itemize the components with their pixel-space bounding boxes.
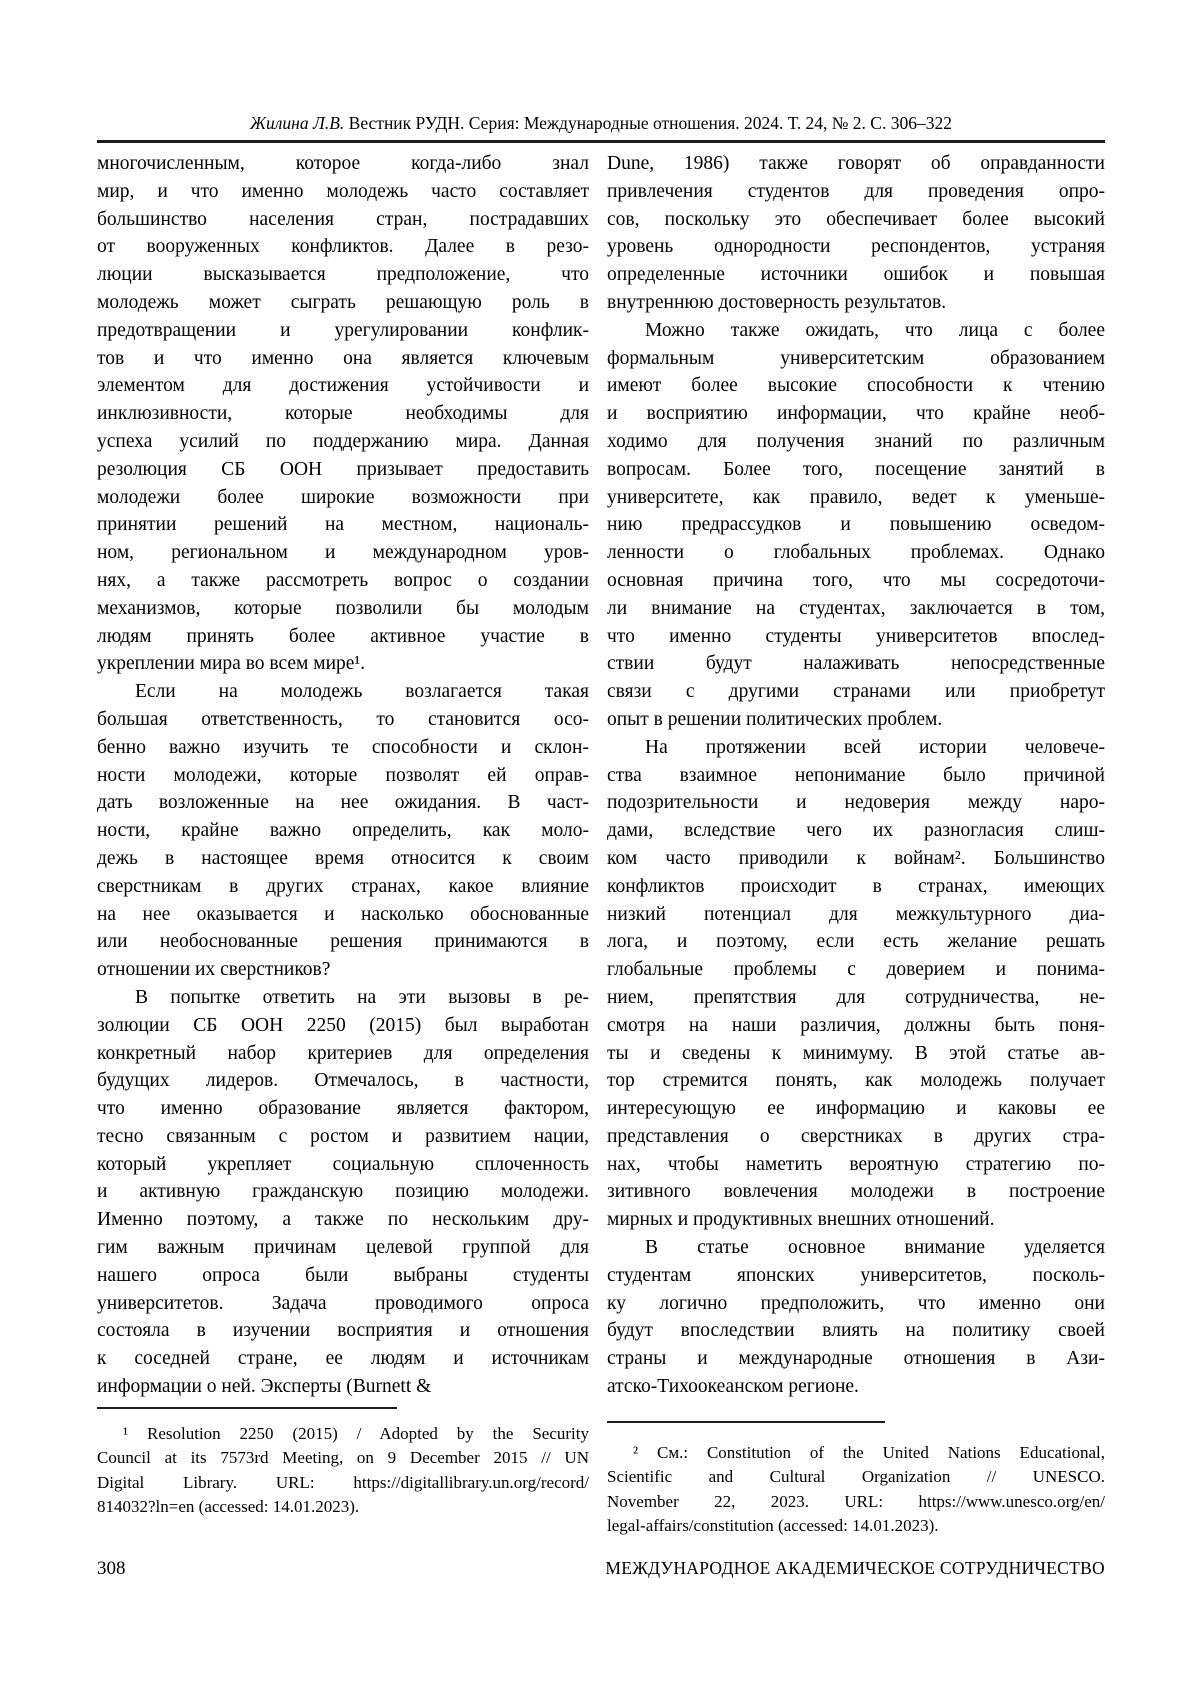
text-line: и активную гражданскую позицию молодежи. [97,1181,589,1203]
text-line: и восприятию информации, что крайне необ- [607,403,1105,425]
text-line: укреплении мира во всем мире¹. [97,653,366,675]
text-line: дами, вследствие чего их разногласия слиш- [607,820,1105,842]
text-line: Именно поэтому, а также по нескольким дру- [97,1209,589,1231]
text-line: механизмов, которые позволили бы молодым [97,597,589,619]
page-number: 308 [97,1558,126,1579]
text-line: гим важным причинам целевой группой для [97,1237,589,1259]
footnote-line: 814032?ln=en (accessed: 14.01.2023). [97,1497,360,1517]
text-line: В статье основное внимание уделяется [645,1237,1105,1259]
footnote-line: November 22, 2023. URL: https://www.unesco.org/en/ [607,1491,1105,1511]
text-line: отношении их сверстников? [97,959,331,981]
text-line: или необоснованные решения принимаются в [97,931,589,953]
text-line: что именно образование является фактором, [97,1098,589,1120]
text-line: многочисленным, которое когда-либо знал [97,153,589,174]
text-line: что именно студенты университетов впослед- [607,625,1105,647]
paragraph [97,150,589,678]
footnote-separator [607,1421,885,1423]
text-line: который укрепляет социальную сплоченность [97,1153,589,1175]
text-line: Если на молодежь возлагается такая [135,681,589,703]
text-line: большинство населения стран, пострадавших [97,208,589,230]
header-author: Жилина Л.В. [250,113,345,133]
text-line: элементом для достижения устойчивости и [97,375,589,397]
text-line: уровень однородности респондентов, устраняя [607,236,1105,258]
text-line: принятии решений на местном, националь- [97,514,589,536]
text-line: резолюция СБ ООН призывает предоставить [97,458,589,480]
text-line: зитивного вовлечения молодежи в построение [607,1181,1105,1203]
text-line: В попытке ответить на эти вызовы в ре- [135,986,589,1008]
text-line: ства взаимное непонимание было причиной [607,764,1105,786]
text-line: дать возложенные на нее ожидания. В част- [97,792,589,814]
text-line: ли внимание на студентах, заключается в том, [607,597,1105,619]
footnote-block [607,1421,1105,1539]
text-line: Dune, 1986) также говорят об оправданности [607,153,1105,174]
text-line: успеха усилий по поддержанию мира. Данная [97,430,589,452]
footnote-block [97,1407,589,1520]
article-body [97,150,1105,1539]
text-line: представления о сверстниках в других стра- [607,1125,1105,1147]
text-line: нашего опроса были выбраны студенты [97,1264,589,1286]
text-line: определенные источники ошибок и повышая [607,264,1105,286]
text-line: люции высказывается предположение, что [97,264,589,286]
running-footer [97,1558,1105,1580]
text-line: тесно связанным с ростом и развитием нации, [97,1125,589,1147]
text-line: внутреннюю достоверность результатов. [607,291,947,313]
text-line: страны и международные отношения в Ази- [607,1348,1105,1370]
text-line: мирных и продуктивных внешних отношений. [607,1209,995,1231]
text-line: мир, и что именно молодежь часто составляет [97,180,589,202]
text-line: интересующую ее информацию и каковы ее [607,1098,1105,1120]
text-line: предотвращении и урегулировании конфлик- [97,319,589,341]
text-line: Можно также ожидать, что лица с более [645,319,1105,341]
text-line: основная причина того, что мы сосредоточи- [607,569,1105,591]
text-line: молодежь может сыграть решающую роль в [97,291,589,313]
text-line: глобальные проблемы с доверием и понима- [607,959,1105,981]
running-header [97,112,1105,134]
text-line: людям принять более активное участие в [97,625,589,647]
text-line: ходимо для получения знаний по различным [607,430,1105,452]
text-line: ку логично предположить, что именно они [607,1292,1105,1314]
paragraph [607,317,1105,734]
text-line: информации о ней. Эксперты (Burnett & [97,1376,432,1398]
text-line: нием, препятствия для сотрудничества, не- [607,986,1105,1008]
text-line: формальным университетским образованием [607,347,1105,369]
text-line: На протяжении всей истории человече- [645,736,1105,758]
text-line: тор стремится понять, как молодежь получает [607,1070,1105,1092]
text-line: большая ответственность, то становится осо- [97,708,589,730]
text-line: атско-Тихоокеанском регионе. [607,1376,859,1398]
text-line: ности молодежи, которые позволят ей оправ- [97,764,589,786]
text-line: опыт в решении политических проблем. [607,708,943,730]
header-citation: Вестник РУДН. Серия: Международные отношения. 2024. Т. 24, № 2. С. 306–322 [344,113,952,133]
footnote-line: ² См.: Constitution of the United Nations Educational, [633,1442,1105,1462]
text-line: на нее оказывается и насколько обоснованные [97,903,589,925]
paragraph [97,678,589,984]
right-column [607,150,1105,1539]
paragraph [607,1234,1105,1401]
text-line: нах, чтобы наметить вероятную стратегию по- [607,1153,1105,1175]
text-line: привлечения студентов для проведения опро- [607,180,1105,202]
text-line: тов и что именно она является ключевым [97,347,589,369]
text-line: вопросам. Более того, посещение занятий в [607,458,1105,480]
text-line: ты и сведены к минимуму. В этой статье ав- [607,1042,1105,1064]
text-line: золюции СБ ООН 2250 (2015) был выработан [97,1014,589,1036]
text-line: ном, региональном и международном уров- [97,542,589,564]
header-rule [97,140,1105,143]
text-line: ствии будут налаживать непосредственные [607,653,1105,675]
text-line: состояла в изучении восприятия и отношения [97,1320,589,1342]
text-line: ком часто приводили к войнам². Большинство [607,847,1105,869]
paragraph [607,150,1105,317]
text-line: будут впоследствии влиять на политику своей [607,1320,1105,1342]
footnote-separator [97,1407,397,1409]
text-line: низкий потенциал для межкультурного диа- [607,903,1105,925]
text-line: университетов. Задача проводимого опроса [97,1292,589,1314]
footnote-line: Council at its 7573rd Meeting, on 9 December 2015 // UN [97,1448,589,1468]
footnote-line: legal-affairs/constitution (accessed: 14.01.2023). [607,1516,939,1536]
text-line: инклюзивности, которые необходимы для [97,403,589,425]
footnote-line: Digital Library. URL: https://digitallibrary.un.org/record/ [97,1472,589,1492]
text-line: подозрительности и недоверия между наро- [607,792,1105,814]
text-line: бенно важно изучить те способности и склон- [97,736,589,758]
text-line: сверстникам в других странах, какое влияние [97,875,589,897]
text-line: от вооруженных конфликтов. Далее в резо- [97,236,589,258]
text-line: дежь в настоящее время относится к своим [97,847,589,869]
footnote-line: ¹ Resolution 2250 (2015) / Adopted by the Security [123,1423,589,1443]
text-line: конкретный набор критериев для определения [97,1042,589,1064]
text-line: ности, крайне важно определить, как моло- [97,820,589,842]
paragraph [607,734,1105,1234]
text-line: конфликтов происходит в странах, имеющих [607,875,1105,897]
section-title: МЕЖДУНАРОДНОЕ АКАДЕМИЧЕСКОЕ СОТРУДНИЧЕСТВО [605,1558,1105,1578]
text-line: будущих лидеров. Отмечалось, в частности, [97,1070,589,1092]
text-line: молодежи более широкие возможности при [97,486,589,508]
text-line: ленности о глобальных проблемах. Однако [607,542,1105,564]
text-line: сов, поскольку это обеспечивает более высокий [607,208,1105,230]
text-line: нях, а также рассмотреть вопрос о создании [97,569,589,591]
text-line: студентам японских университетов, посколь- [607,1264,1105,1286]
left-column [97,150,589,1539]
text-line: нию предрассудков и повышению осведом- [607,514,1105,536]
text-line: имеют более высокие способности к чтению [607,375,1105,397]
paragraph [97,984,589,1401]
footnote-line: Scientific and Cultural Organization // UNESCO. [607,1467,1105,1487]
text-line: смотря на наши различия, должны быть поня- [607,1014,1105,1036]
text-line: к соседней стране, ее людям и источникам [97,1348,589,1370]
text-line: университете, как правило, ведет к уменьше- [607,486,1105,508]
text-line: лога, и поэтому, если есть желание решать [607,931,1105,953]
text-line: связи с другими странами или приобретут [607,681,1105,703]
